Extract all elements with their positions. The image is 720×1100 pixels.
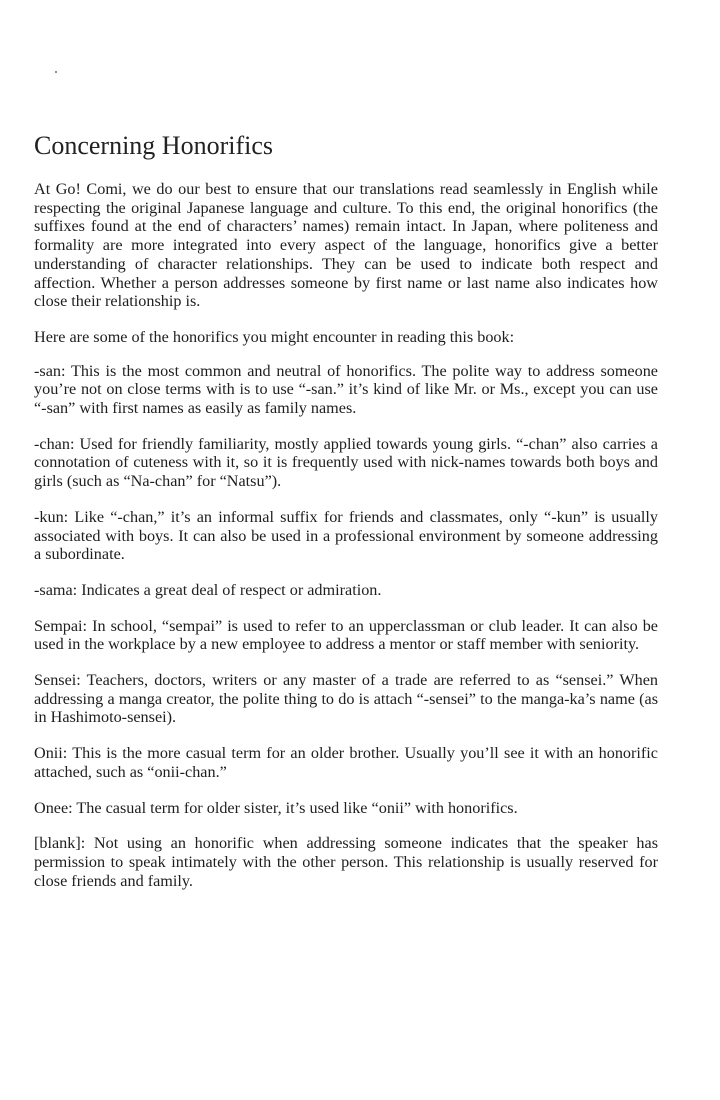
- paragraph-onee: Onee: The casual term for older sister, it’s used like “onii” with honorifics.: [34, 798, 518, 817]
- body-text: [34, 180, 658, 907]
- page-title: Concerning Honorifics: [34, 131, 274, 160]
- paragraph-sempai: Sempai: In school, “sempai” is used to refer to an upperclassman or club leader. It can also be used in the workplace by a new employee to address a mentor or staff member with seniority.: [34, 616, 658, 654]
- paragraph-kun: -kun: Like “-chan,” it’s an informal suffix for friends and classmates, only “-kun” is usually associated with boys. It can also be used in a professional environment by someone addressing a subordinate.: [34, 507, 658, 564]
- paragraph-blank: [blank]: Not using an honorific when addressing someone indicates that the speaker has permission to speak intimately with the other person. This relationship is usually reserved for close friends and family.: [34, 834, 658, 890]
- scan-speck: [55, 71, 57, 73]
- paragraph-sensei: Sensei: Teachers, doctors, writers or any master of a trade are referred to as “sensei.” When addressing a manga creator, the polite thing to do is attach “-sensei” to the manga-ka’s name (as in Hashimoto-sensei).: [34, 671, 658, 727]
- paragraph-onii: Onii: This is the more casual term for an older brother. Usually you’ll see it with an honorific attached, such as “onii-chan.”: [34, 744, 658, 781]
- paragraph-chan: -chan: Used for friendly familiarity, mostly applied towards young girls. “-chan” also carries a connotation of cuteness with it, so it is frequently used with nick-names towards both boys and girls (such as “Na-chan” for “Natsu”).: [34, 434, 658, 491]
- paragraph-san: -san: This is the most common and neutral of honorifics. The polite way to address someone you’re not on close terms with is to use “-san.” it’s kind of like Mr. or Ms., except you can use “-san” with first names as easily as family names.: [34, 361, 658, 418]
- paragraph-intro: At Go! Comi, we do our best to ensure that our translations read seamlessly in English while respecting the original Japanese language and culture. To this end, the original honorifics (the suffixes found at the end of characters’ names) remain intact. In Japan, where politeness and formality are more integrated into every aspect of the language, honorifics give a better understanding of character relationships. They can be used to indicate both respect and affection. Whether a person addresses someone by first name or last name also indicates how close their relationship is.: [34, 180, 658, 311]
- paragraph-list-intro: Here are some of the honorifics you might encounter in reading this book:: [34, 327, 515, 346]
- paragraph-sama: -sama: Indicates a great deal of respect or admiration.: [34, 580, 382, 599]
